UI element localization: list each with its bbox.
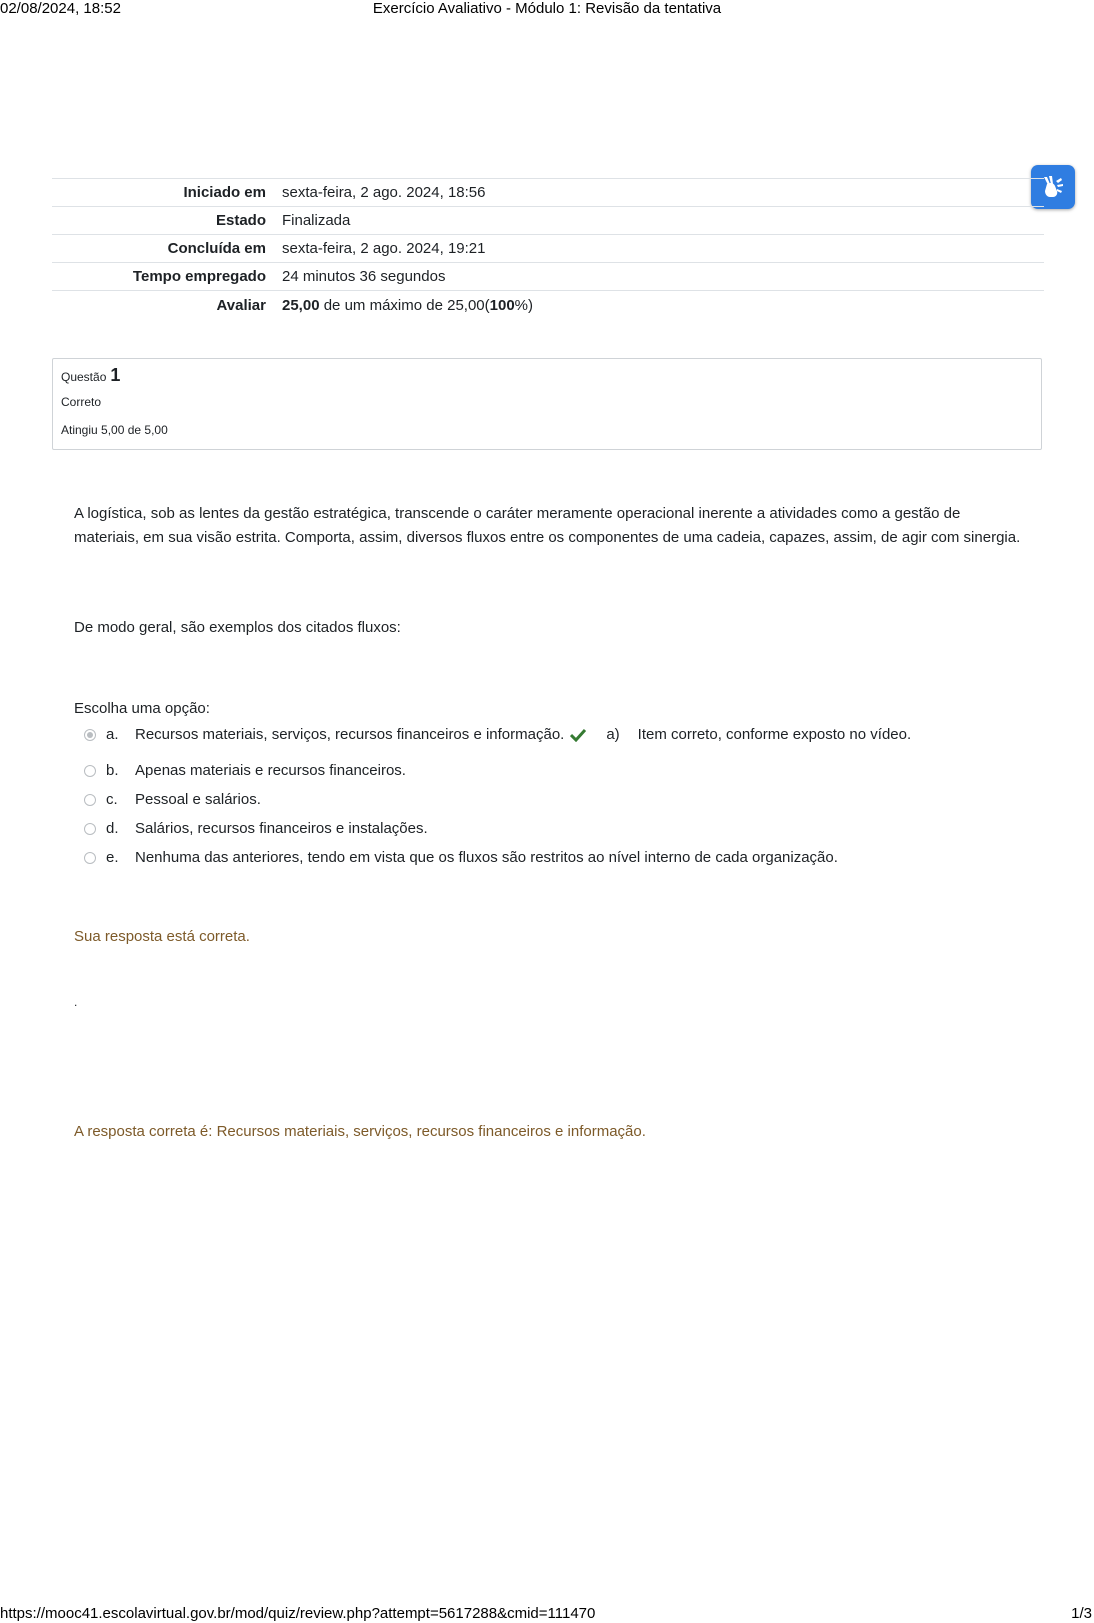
answer-option-c[interactable] <box>84 791 261 808</box>
option-letter: b. <box>106 762 119 779</box>
print-page-number: 1/3 <box>1071 1605 1092 1622</box>
print-title: Exercício Avaliativo - Módulo 1: Revisão da tentativa <box>372 0 722 17</box>
question-mark: Atingiu 5,00 de 5,00 <box>61 423 168 437</box>
summary-value: 24 minutos 36 segundos <box>282 263 1044 291</box>
summary-value: sexta-feira, 2 ago. 2024, 18:56 <box>282 179 1044 207</box>
question-prefix: Questão <box>61 370 107 384</box>
summary-label: Avaliar <box>52 291 282 322</box>
option-feedback-letter: a) <box>606 726 620 743</box>
grade-value: 25,00 <box>282 297 320 314</box>
option-text: Pessoal e salários. <box>135 791 261 808</box>
summary-value: Finalizada <box>282 207 1044 235</box>
option-text: Apenas materiais e recursos financeiros. <box>135 762 406 779</box>
option-letter: d. <box>106 820 119 837</box>
question-number-value: 1 <box>110 365 121 385</box>
option-text: Salários, recursos financeiros e instalações. <box>135 820 428 837</box>
option-text: Recursos materiais, serviços, recursos financeiros e informação. <box>135 726 565 743</box>
general-feedback: . <box>74 995 78 1009</box>
print-datetime: 02/08/2024, 18:52 <box>0 0 121 17</box>
print-footer <box>0 1605 1094 1621</box>
radio-button[interactable] <box>84 852 96 864</box>
radio-button[interactable] <box>84 729 96 741</box>
answer-option-a[interactable] <box>84 726 911 743</box>
question-number <box>61 365 1041 387</box>
summary-label: Concluída em <box>52 235 282 263</box>
radio-button[interactable] <box>84 794 96 806</box>
option-letter: e. <box>106 849 119 866</box>
radio-button[interactable] <box>84 823 96 835</box>
summary-label: Estado <box>52 207 282 235</box>
grade-middle: de um máximo de 25,00( <box>319 297 490 314</box>
answer-prompt: Escolha uma opção: <box>74 700 210 717</box>
summary-row-completed <box>52 235 1044 263</box>
question-text: A logística, sob as lentes da gestão estratégica, transcende o caráter meramente operacional inerente a atividades como a gestão de materiais, em sua visão estrita. Comporta, assim, diversos fluxos entre os componentes de uma cadeia, capazes, assim, de agir com sinergia. <box>74 505 1021 546</box>
summary-label: Iniciado em <box>52 179 282 207</box>
result-feedback: Sua resposta está correta. <box>74 928 250 945</box>
summary-value: sexta-feira, 2 ago. 2024, 19:21 <box>282 235 1044 263</box>
check-icon <box>570 728 586 742</box>
option-text: Nenhuma das anteriores, tendo em vista que os fluxos são restritos ao nível interno de cada organização. <box>135 849 838 866</box>
attempt-summary-table <box>52 178 1044 321</box>
grade-percent: 100 <box>489 297 515 314</box>
option-feedback: Item correto, conforme exposto no vídeo. <box>637 726 912 743</box>
question-state: Correto <box>61 395 102 409</box>
question-subtext: De modo geral, são exemplos dos citados fluxos: <box>74 619 401 636</box>
answer-option-d[interactable] <box>84 820 428 837</box>
question-info-box <box>52 358 1042 450</box>
answer-option-b[interactable] <box>84 762 406 779</box>
right-answer: A resposta correta é: Recursos materiais, serviços, recursos financeiros e informação. <box>74 1123 646 1140</box>
summary-row-started <box>52 179 1044 207</box>
print-header <box>0 0 1094 16</box>
print-url: https://mooc41.escolavirtual.gov.br/mod/quiz/review.php?attempt=5617288&cmid=111470 <box>0 1605 596 1622</box>
summary-row-grade <box>52 291 1044 322</box>
summary-value <box>282 291 1044 322</box>
answer-option-e[interactable] <box>84 849 838 866</box>
summary-row-state <box>52 207 1044 235</box>
grade-end: %) <box>514 297 534 314</box>
summary-label: Tempo empregado <box>52 263 282 291</box>
radio-button[interactable] <box>84 765 96 777</box>
option-letter: c. <box>106 791 118 808</box>
option-letter: a. <box>106 726 119 743</box>
summary-row-time-taken <box>52 263 1044 291</box>
